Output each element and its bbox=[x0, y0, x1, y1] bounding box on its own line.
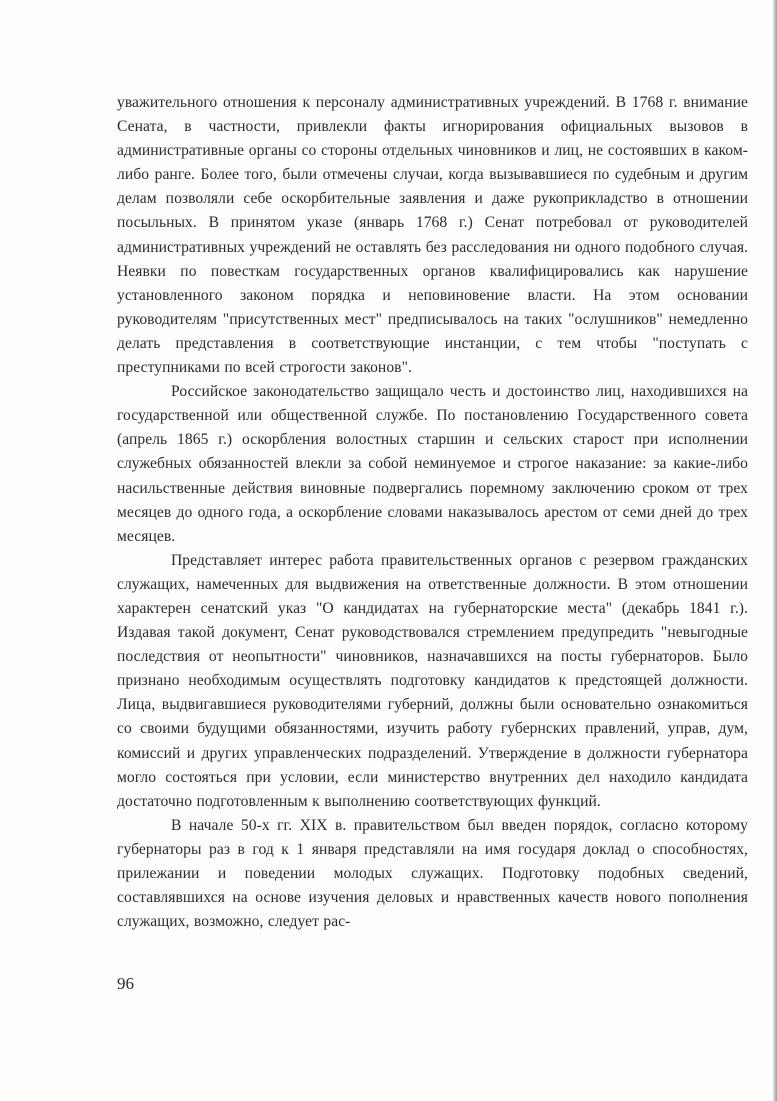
body-text bbox=[117, 91, 748, 934]
paragraph-annual-reports: В начале 50-х гг. XIX в. правительством был введен порядок, согласно которому губернаторы раз в год к 1 января представляли на имя государя доклад о способностях, прилежании и поведении молодых служащих. Подготовку подобных сведений, составлявшихся на основе изучения деловых и нравственных качеств нового пополнения служащих, возможно, следует рас- bbox=[117, 816, 748, 931]
paragraph-senate-1768: уважительного отношения к персоналу административных учреждений. В 1768 г. внимание Сената, в частности, привлекли факты игнорирования официальных вызовов в административные органы со стороны отдельных чиновников и лиц, не состоявших в каком-либо ранге. Более того, были отмечены случаи, когда вызывавшиеся по судебным и другим делам позволяли себе оскорбительные заявления и даже рукоприкладство в отношении посыльных. В принятом указе (январь 1768 г.) Сенат потребовал от руководителей административных учреждений не оставлять без расследования ни одного подобного случая. Неявки по повесткам государственных органов квалифицировались как нарушение установленного законом порядка и неповиновение власти. На этом основании руководителям "присутственных мест" предписывалось на таких "ослушников" немедленно делать представления в соответствующие инстанции, с тем чтобы "поступать с преступниками по всей строгости законов". bbox=[117, 94, 748, 377]
paragraph-reserve-governors: Представляет интерес работа правительственных органов с резервом гражданских служащих, намеченных для выдвижения на ответственные должности. В этом отношении характерен сенатский указ "О кандидатах на губернаторские места" (декабрь 1841 г.). Издавая такой документ, Сенат руководствовался стремлением предупредить "невыгодные последствия от неопытности" чиновников, назначавшихся на посты губернаторов. Было признано необходимым осуществлять подготовку кандидатов к предстоящей должности. Лица, выдвигавшиеся руководителями губерний, должны были основательно ознакомиться со своими будущими обязанностями, изучить работу губернских правлений, управ, дум, комиссий и других управленческих подразделений. Утверждение в должности губернатора могло состояться при условии, если министерство внутренних дел находило кандидата достаточно подготовленным к выполнению соответствующих функций. bbox=[117, 551, 748, 810]
scan-edge-shadow bbox=[773, 0, 777, 1101]
page-number: 96 bbox=[117, 974, 134, 993]
paragraph-legislation-honor: Российское законодательство защищало честь и достоинство лиц, находившихся на государственной или общественной службе. По постановлению Государственного совета (апрель 1865 г.) оскорбления волостных старшин и сельских старост при исполнении служебных обязанностей влекли за собой неминуемое и строгое наказание: за какие-либо насильственные действия виновные подвергались поремному заключению сроком от трех месяцев до одного года, а оскорбление словами наказывалось арестом от семи дней до трех месяцев. bbox=[117, 383, 748, 545]
